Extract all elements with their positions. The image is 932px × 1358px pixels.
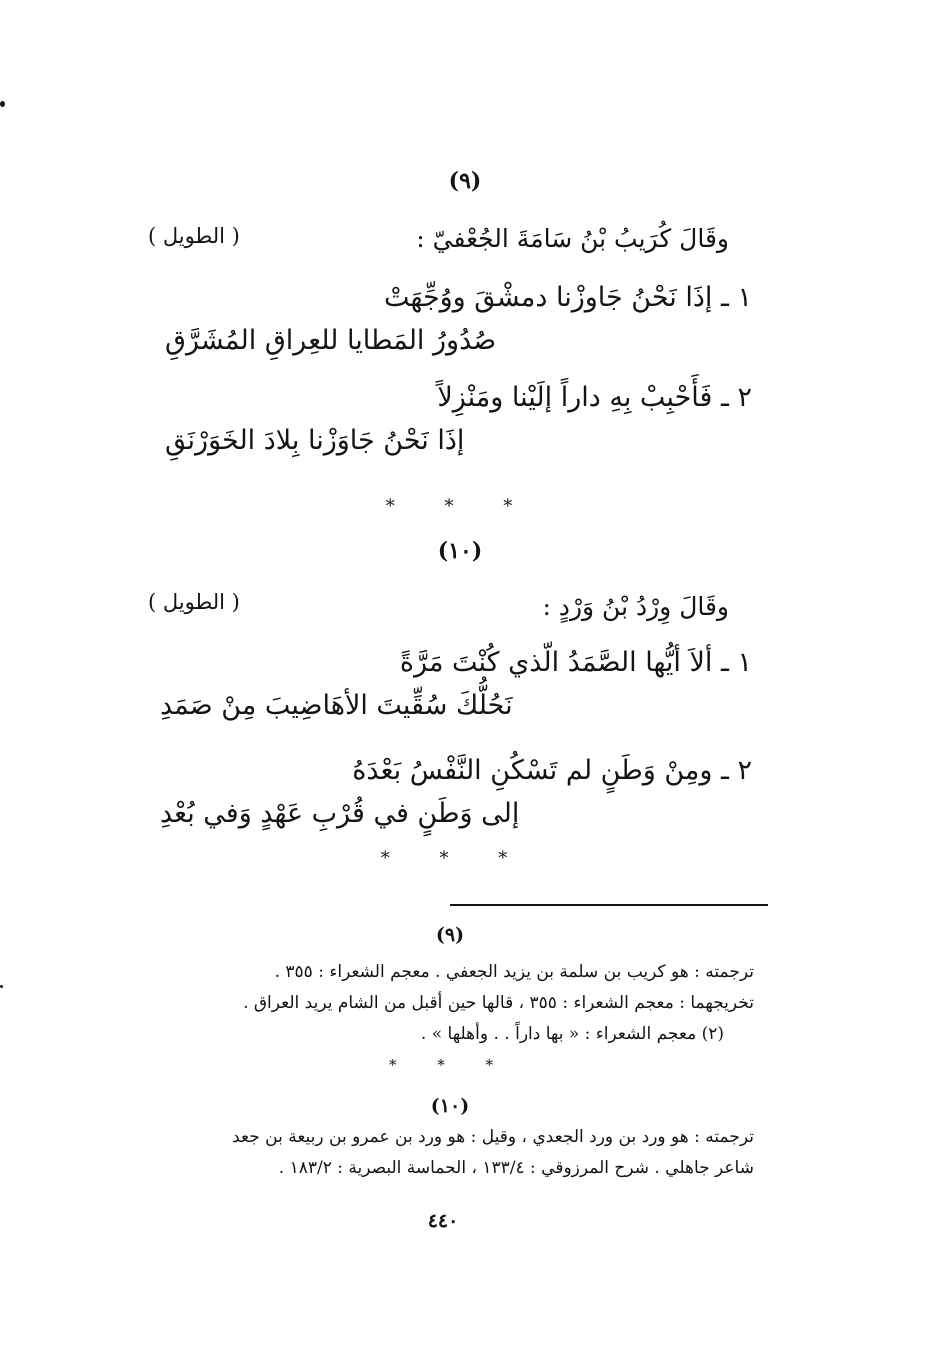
poem-intro: وقَالَ وِرْدُ بْنُ وَرْدٍ : (542, 592, 729, 621)
poem-number: (٩) (448, 168, 482, 194)
footnote-line: ترجمته : هو ورد بن ورد الجعدي ، وقيل : هو ورد بن عمرو بن ربيعة بن جعد (232, 1127, 754, 1147)
verse-hemistich: إذَا نَحْنُ جَاوَزْنا بِلادَ الخَوَرْنَقِ (165, 425, 465, 456)
verse-hemistich: ٢ ـ ومِنْ وَطَنٍ لم تَسْكُنِ النَّفْسُ بَعْدَهُ (352, 755, 752, 786)
verse-hemistich: ١ ـ إذَا نَحْنُ جَاوزْنا دمشْقَ ووُجِّهَتْ (384, 282, 752, 313)
section-separator: * * * (385, 496, 535, 517)
scan-speck (0, 985, 3, 988)
footnote-line: تخريجهما : معجم الشعراء : ٣٥٥ ، قالها حين أقبل من الشام يريد العراق . (243, 993, 754, 1013)
footnote-line: شاعر جاهلي . شرح المرزوقي : ١٣٣/٤ ، الحماسة البصرية : ١٨٣/٢ . (278, 1158, 754, 1178)
meter-label: ( الطويل ) (148, 590, 240, 614)
page-number: ٤٤٠ (427, 1210, 459, 1232)
footnote-number: (١٠) (430, 1095, 470, 1117)
scan-speck (0, 101, 5, 107)
poem-intro: وقَالَ كُرَيبُ بْنُ سَامَةَ الجُعْفيّ : (416, 224, 729, 253)
verse-hemistich: ١ ـ ألاَ أيُّها الصَّمَدُ الّذي كُنْتَ مَرَّةً (399, 647, 752, 678)
verse-hemistich: صُدُورُ المَطايا للعِراقِ المُشَرَّقِ (165, 325, 497, 356)
section-separator: * * * (380, 848, 530, 869)
footnote-rule (450, 904, 768, 906)
verse-hemistich: ٢ ـ فَأَحْبِبْ بِهِ داراً إلَيْنا ومَنْزِلاً (437, 382, 752, 413)
verse-hemistich: إلى وَطَنٍ في قُرْبِ عَهْدٍ وَفي بُعْدِ (160, 798, 520, 829)
footnote-number: (٩) (435, 924, 465, 946)
footnote-separator: * * * (388, 1056, 512, 1074)
poem-number: (١٠) (437, 538, 483, 564)
footnote-line: ترجمته : هو كريب بن سلمة بن يزيد الجعفي . معجم الشعراء : ٣٥٥ . (274, 962, 754, 982)
footnote-line: (٢) معجم الشعراء : « بها داراً . . وأهلها » . (420, 1024, 724, 1044)
verse-hemistich: نَحُلُّكَ سُقِّيتَ الأهَاضِيبَ مِنْ صَمَدِ (160, 690, 513, 721)
meter-label: ( الطويل ) (148, 224, 240, 248)
